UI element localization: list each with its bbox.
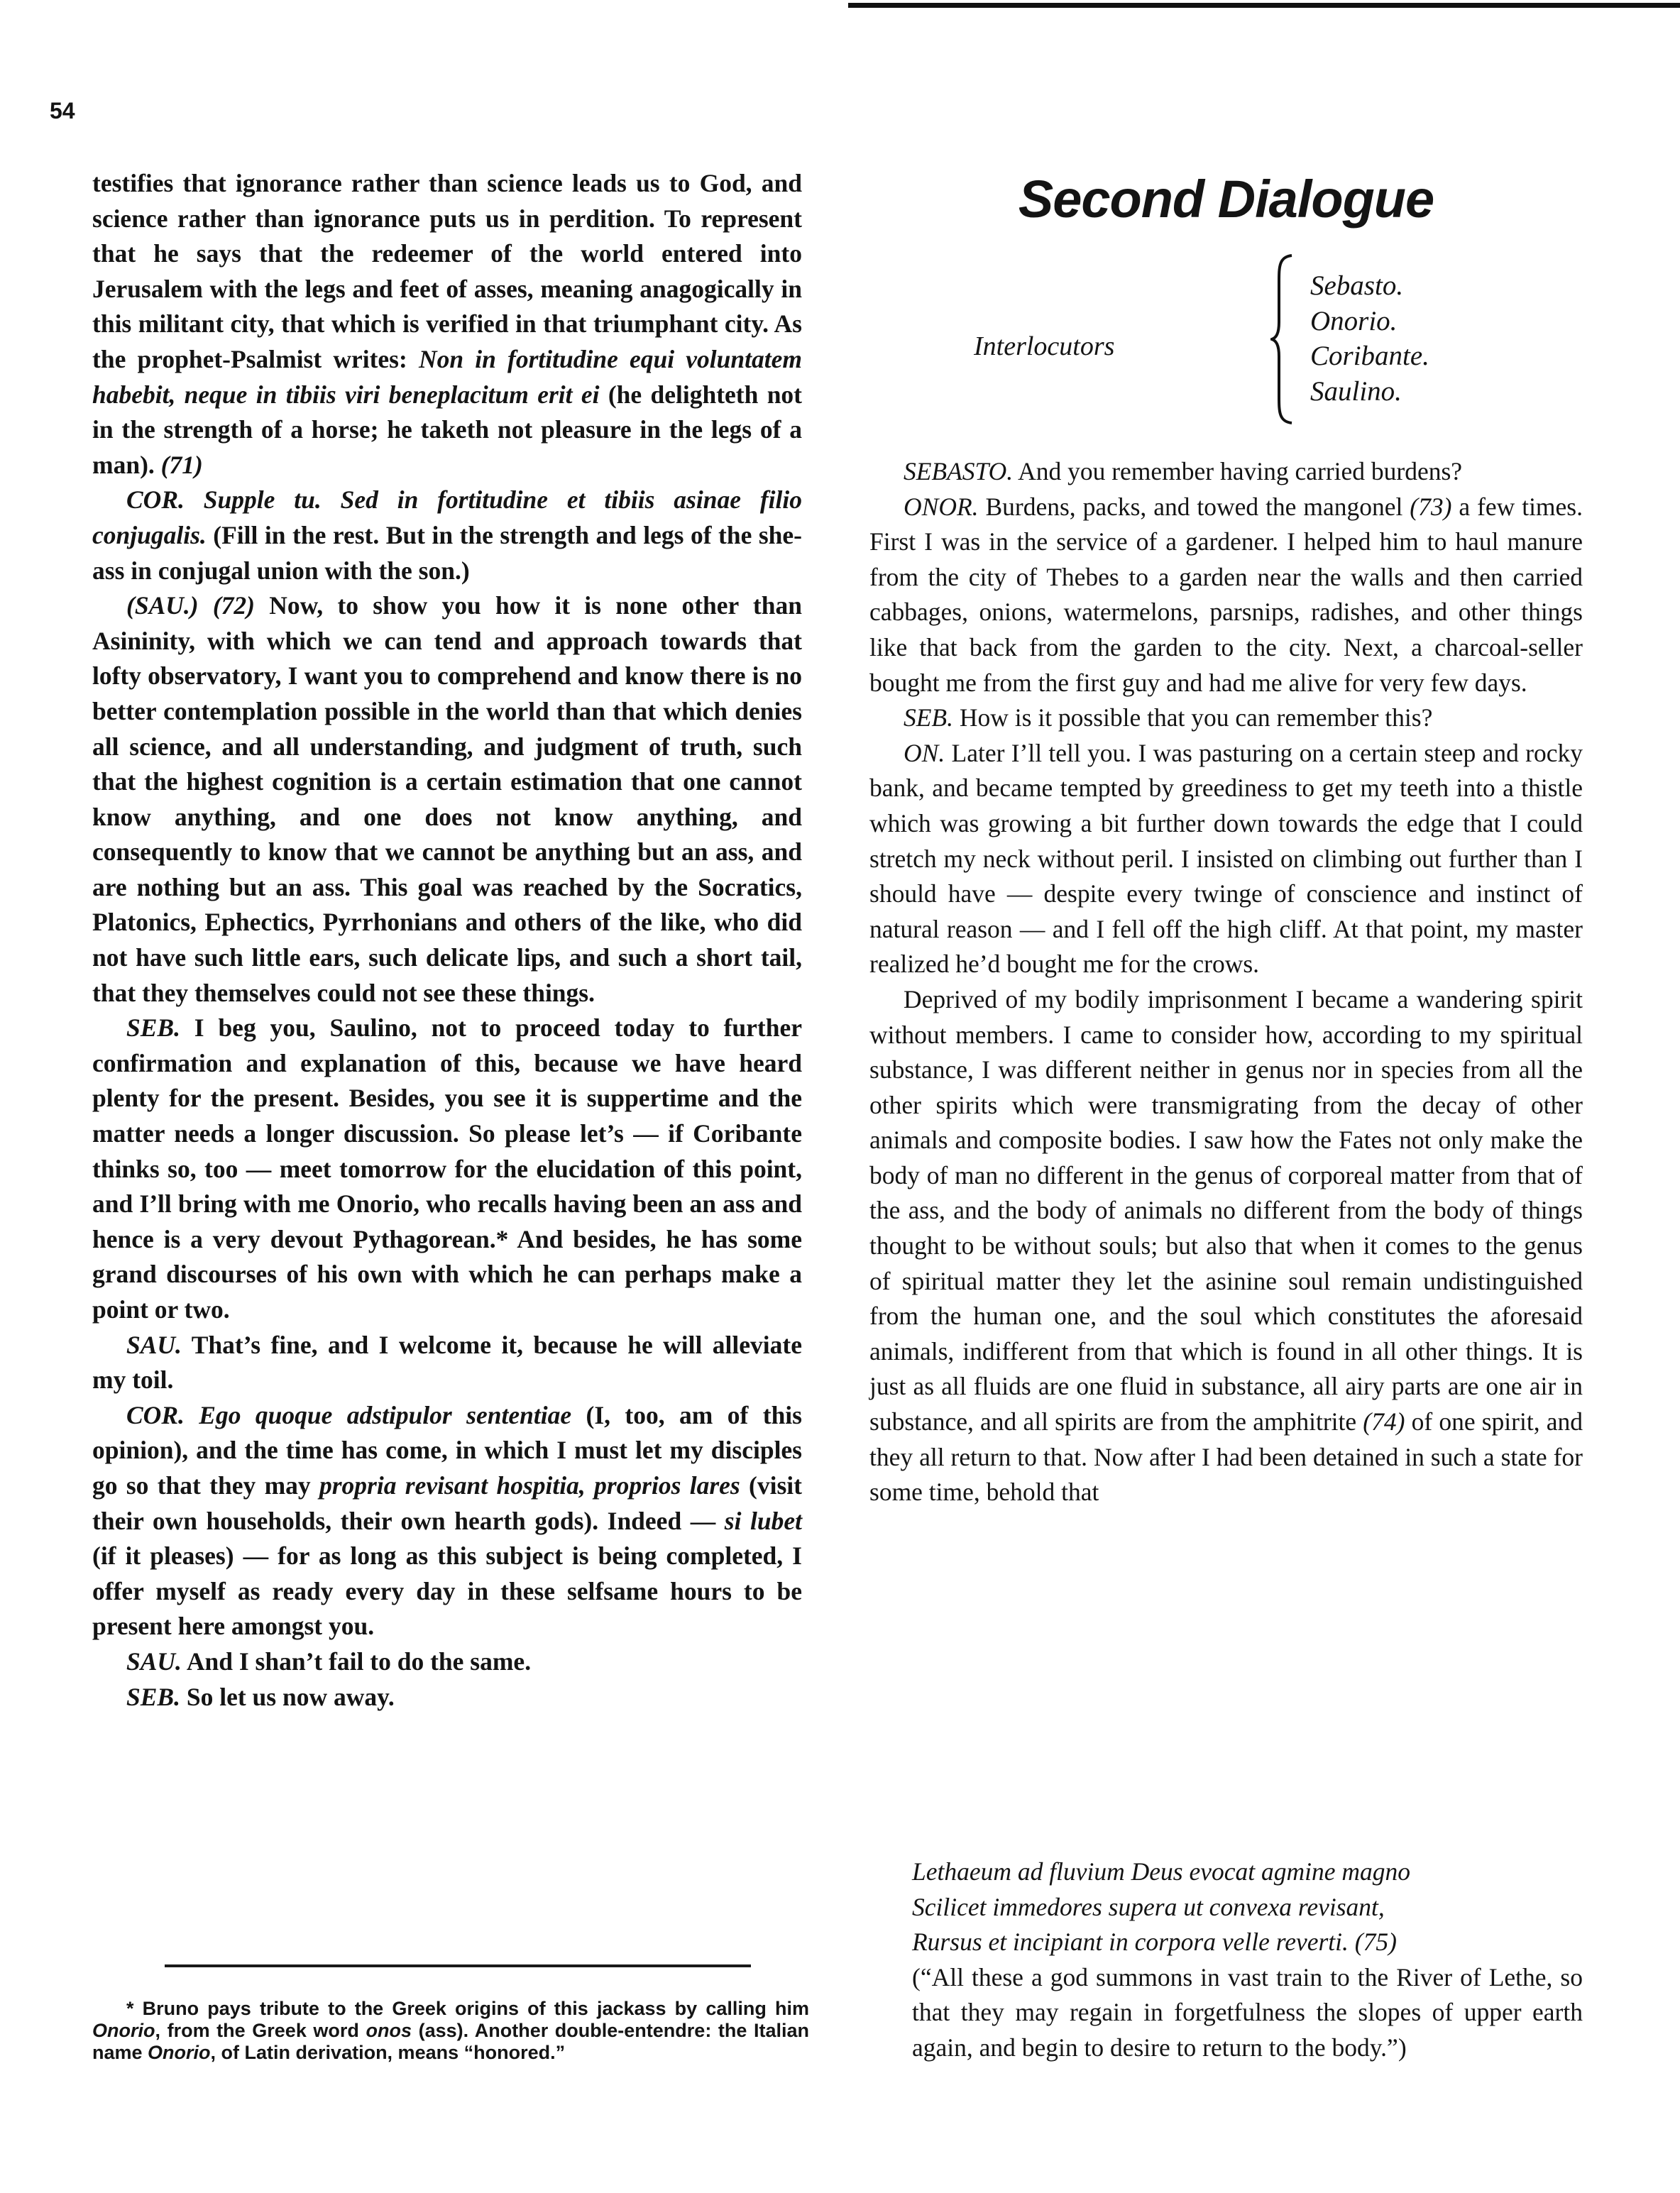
paragraph-psalmist: testifies that ignorance rather than science leads us to God, and science rather than ignorance puts us in perdition. To represent that he says that the redeemer of the world entered into Jerusalem with the legs and feet of asses, meaning anagogically in this militant city, that which is verified in that triumphant city. As the prophet-Psalmist writes: Non in fortitudine equi voluntatem habebit, neque in tibiis viri beneplacitum erit ei (he delighteth not in the strength of a horse; he taketh not pleasure in the legs of a man). (71): [92, 169, 803, 479]
speaker-label: SEB.: [126, 1013, 180, 1043]
note-ref: (72): [198, 591, 255, 620]
speaker-label: SEB.: [904, 703, 953, 732]
footnote: [92, 1998, 809, 2064]
verse-quote: [912, 1854, 1583, 2066]
left-column: [92, 166, 802, 1715]
speaker-label: ONOR.: [904, 492, 979, 521]
paragraph-seb-suppertime: SEB. I beg you, Saulino, not to proceed today to further confirmation and explanation of this, because we have heard plenty for the present. Besides, you see it is suppertime and the matter needs a longer discussion. So please let’s — if Coribante thinks so, too — meet tomorrow for the elucidation of this point, and I’ll bring with me Onorio, who recalls having been an ass and hence is a very devout Pythagorean.* And besides, he has some grand discourses of his own with which he can perhaps make a point or two.: [92, 1013, 802, 1324]
speaker-label: COR.: [126, 1400, 185, 1429]
footnote-divider: [165, 1964, 751, 1967]
note-ref: (73): [1410, 492, 1452, 521]
interlocutor-name: Onorio.: [1310, 305, 1398, 336]
paragraph-seb-remember: SEB. How is it possible that you can remember this?: [904, 703, 1433, 732]
paragraph-onor-gardener: ONOR. Burdens, packs, and towed the mangonel (73) a few times. First I was in the service of a gardener. I helped him to haul manure from the city of Thebes to a garden near the walls and then carried cabbages, onions, watermelons, parsnips, radishes, and other things like that back from the garden to the city. Next, a charcoal-seller bought me from the first guy and had me alive for very few days.: [869, 492, 1583, 697]
speaker-label: SEBASTO.: [904, 457, 1014, 485]
brace-icon: [1270, 254, 1299, 424]
paragraph-sebasto-burdens: SEBASTO. And you remember having carried burdens?: [904, 457, 1463, 485]
right-column: [869, 454, 1583, 1510]
speaker-label: (SAU.): [126, 591, 199, 620]
speaker-label: ON.: [904, 738, 945, 767]
note-ref: (75): [1354, 1928, 1397, 1957]
paragraph-sau-welcome: SAU. That’s fine, and I welcome it, because he will alleviate my toil.: [92, 1330, 802, 1395]
verse-line: Rursus et incipiant in corpora velle reverti. (75): [912, 1928, 1397, 1957]
paragraph-on-cliff: ON. Later I’ll tell you. I was pasturing on a certain steep and rocky bank, and became tempted by greediness to get my teeth into a thistle which was growing a bit further down towards the edge that I could stretch my neck without peril. I insisted on climbing out further than I should have — despite every twinge of conscience and instinct of natural reason — and I fell off the high cliff. At that point, my master realized he’d bought me for the crows.: [869, 738, 1583, 979]
paragraph-seb-away: SEB. So let us now away.: [126, 1682, 395, 1711]
latin-quote: Supple tu. Sed in fortitudine et tibiis asinae filio conjugalis.: [92, 485, 802, 549]
interlocutors-label: Interlocutors: [974, 331, 1115, 361]
interlocutor-names: [1310, 268, 1429, 409]
note-ref: (71): [160, 450, 203, 479]
verse-line: Scilicet immedores supera ut convexa revisant,: [912, 1892, 1385, 1921]
speaker-label: SAU.: [126, 1330, 182, 1359]
speaker-label: COR.: [126, 485, 185, 515]
latin-quote: propria revisant hospitia, proprios lares: [319, 1471, 740, 1500]
latin-quote: Ego quoque adstipulor sententiae: [184, 1400, 572, 1429]
paragraph-sau-same: SAU. And I shan’t fail to do the same.: [126, 1647, 532, 1676]
top-rule: [848, 3, 1680, 8]
speaker-label: SAU.: [126, 1647, 182, 1676]
paragraph-cor-supple: COR. Supple tu. Sed in fortitudine et tibiis asinae filio conjugalis. (Fill in the rest. But in the strength and legs of the she-ass in conjugal union with the son.): [92, 485, 802, 585]
interlocutor-name: Coribante.: [1310, 341, 1429, 371]
latin-quote: si lubet: [724, 1506, 802, 1535]
page-number: 54: [50, 98, 75, 123]
paragraph-cor-opinion: COR. Ego quoque adstipulor sententiae (I, too, am of this opinion), and the time has come, in which I must let my disciples go so that they may propria revisant hospitia, proprios lares (visit their own households, their own hearth gods). Indeed — si lubet (if it pleases) — for as long as this subject is being completed, I offer myself as ready every day in these selfsame hours to be present here amongst you.: [92, 1400, 802, 1641]
speaker-label: SEB.: [126, 1682, 180, 1711]
footnote-text: * Bruno pays tribute to the Greek origins of this jackass by calling him Onorio, from the Greek word onos (ass). Another double-entendre: the Italian name Onorio, of Latin derivation, means “honored.”: [92, 1998, 810, 2063]
note-ref: (74): [1363, 1407, 1405, 1436]
latin-quote: Non in fortitudine equi voluntatem habebit, neque in tibiis viri beneplacitum erit ei: [92, 344, 802, 409]
interlocutor-name: Saulino.: [1310, 375, 1402, 407]
section-title: Second Dialogue: [1018, 170, 1434, 229]
interlocutor-name: Sebasto.: [1310, 270, 1404, 301]
verse-translation: (“All these a god summons in vast train to the River of Lethe, so that they may regain in forgetfulness the slopes of upper earth again, and begin to desire to return to the body.”): [912, 1962, 1583, 2062]
paragraph-sau-asininity: (SAU.) (72) Now, to show you how it is none other than Asininity, with which we can tend and approach towards that lofty observatory, I want you to comprehend and know there is no better contemplation possible in the world than that which denies all science, and all understanding, and judgment of truth, such that the highest cognition is a certain estimation that one cannot know anything, and one does not know anything, and consequently to know that we cannot be anything but an ass, and are nothing but an ass. This goal was reached by the Socratics, Platonics, Ephectics, Pyrrhonians and others of the like, who did not have such little ears, such delicate lips, and such a short tail, that they themselves could not see these things.: [92, 591, 802, 1007]
paragraph-spirit: Deprived of my bodily imprisonment I became a wandering spirit without members. I came to consider how, according to my spiritual substance, I was different neither in genus nor in species from all the other spirits which were transmigrating from the decay of other animals and composite bodies. I saw how the Fates not only make the body of man no different in the genus of corporeal matter from that of the ass, and the body of animals no different from the body of things thought to be without souls; but also that when it comes to the genus of spiritual matter they let the asinine soul remain undistinguished from the human one, and the soul which constitutes the aforesaid animals, indifferent from that which is found in all other things. It is just as all fluids are one fluid in substance, all airy parts are one air in substance, and all spirits are from the amphitrite (74) of one spirit, and they all return to that. Now after I had been detained in such a state for some time, behold that: [869, 984, 1583, 1507]
verse-line: Lethaeum ad fluvium Deus evocat agmine magno: [912, 1857, 1410, 1886]
